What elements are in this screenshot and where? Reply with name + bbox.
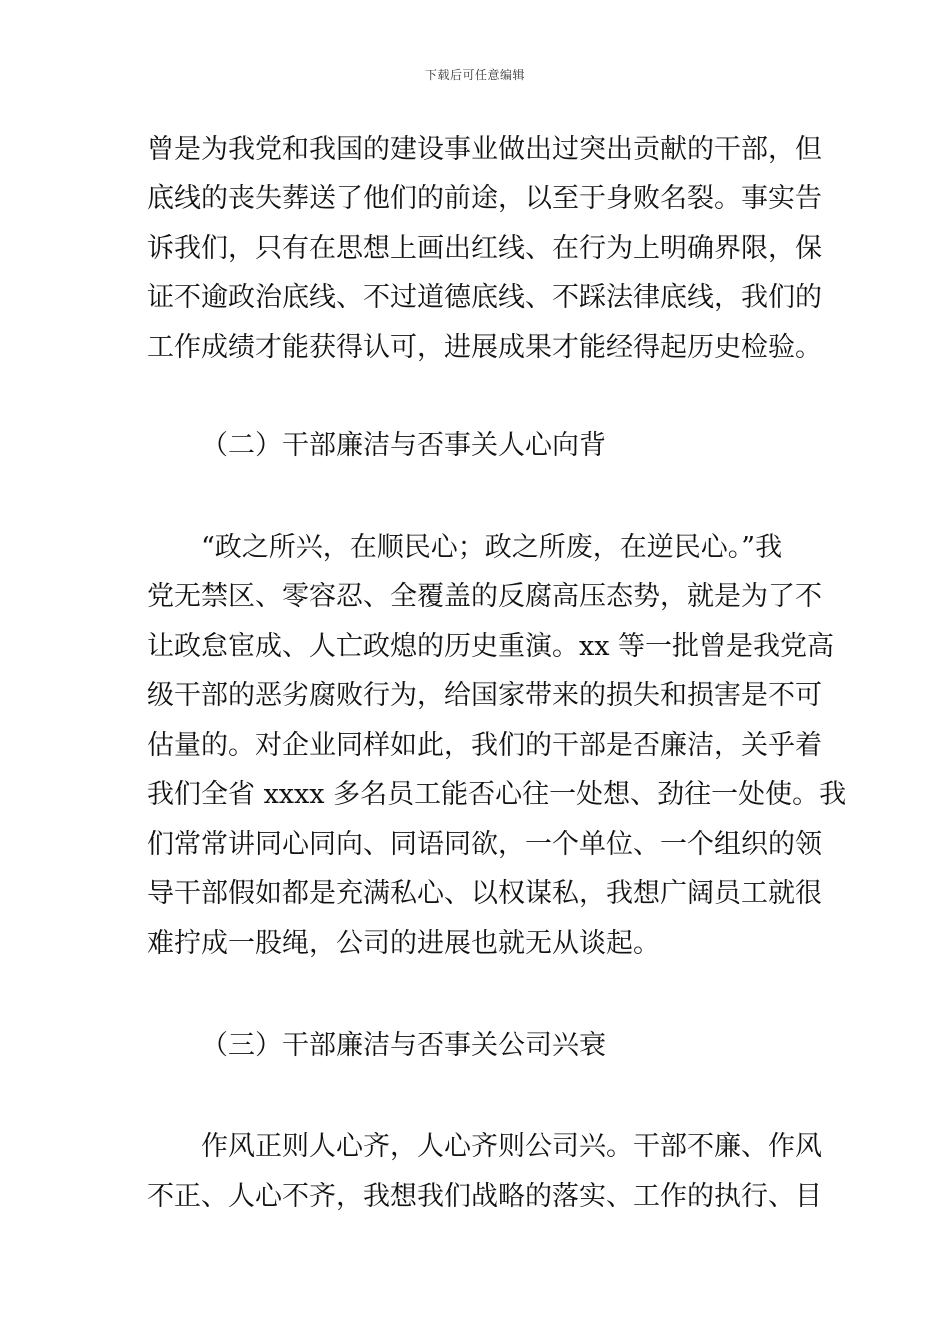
text-line: 党无禁区、零容忍、全覆盖的反腐高压态势，就是为了不 bbox=[147, 581, 822, 612]
text-line: 估量的。对企业同样如此，我们的干部是否廉洁，关乎着 bbox=[147, 730, 822, 761]
text-line: 工作成绩才能获得认可，进展成果才能经得起历史检验。 bbox=[147, 332, 822, 363]
text-line: 级干部的恶劣腐败行为，给国家带来的损失和损害是不可 bbox=[147, 680, 822, 711]
text-line: “政之所兴，在顺民心；政之所废，在逆民心。”我 bbox=[201, 532, 783, 563]
text-line: 我们全省 xxxx 多名员工能否心往一处想、劲往一处使。我 bbox=[147, 779, 847, 810]
text-line: 证不逾政治底线、不过道德底线、不踩法律底线，我们的 bbox=[147, 282, 822, 313]
text-line: 底线的丧失葬送了他们的前途，以至于身败名裂。事实告 bbox=[147, 183, 822, 214]
text-line: 不正、人心不齐，我想我们战略的落实、工作的执行、目 bbox=[147, 1181, 822, 1212]
text-line: 让政怠宦成、人亡政熄的历史重演。xx 等一批曾是我党高 bbox=[147, 631, 835, 662]
text-line: 难拧成一股绳，公司的进展也就无从谈起。 bbox=[147, 928, 660, 959]
text-line: 导干部假如都是充满私心、以权谋私，我想广阔员工就很 bbox=[147, 878, 822, 909]
text-line: 诉我们，只有在思想上画出红线、在行为上明确界限，保 bbox=[147, 233, 822, 264]
section-heading: （二）干部廉洁与否事关人心向背 bbox=[201, 430, 606, 461]
page-header: 下载后可任意编辑 bbox=[424, 68, 525, 82]
section-heading: （三）干部廉洁与否事关公司兴衰 bbox=[201, 1030, 606, 1061]
text-line: 作风正则人心齐，人心齐则公司兴。干部不廉、作风 bbox=[201, 1131, 822, 1162]
text-line: 们常常讲同心同向、同语同欲，一个单位、一个组织的领 bbox=[147, 829, 822, 860]
text-line: 曾是为我党和我国的建设事业做出过突出贡献的干部，但 bbox=[147, 134, 822, 165]
